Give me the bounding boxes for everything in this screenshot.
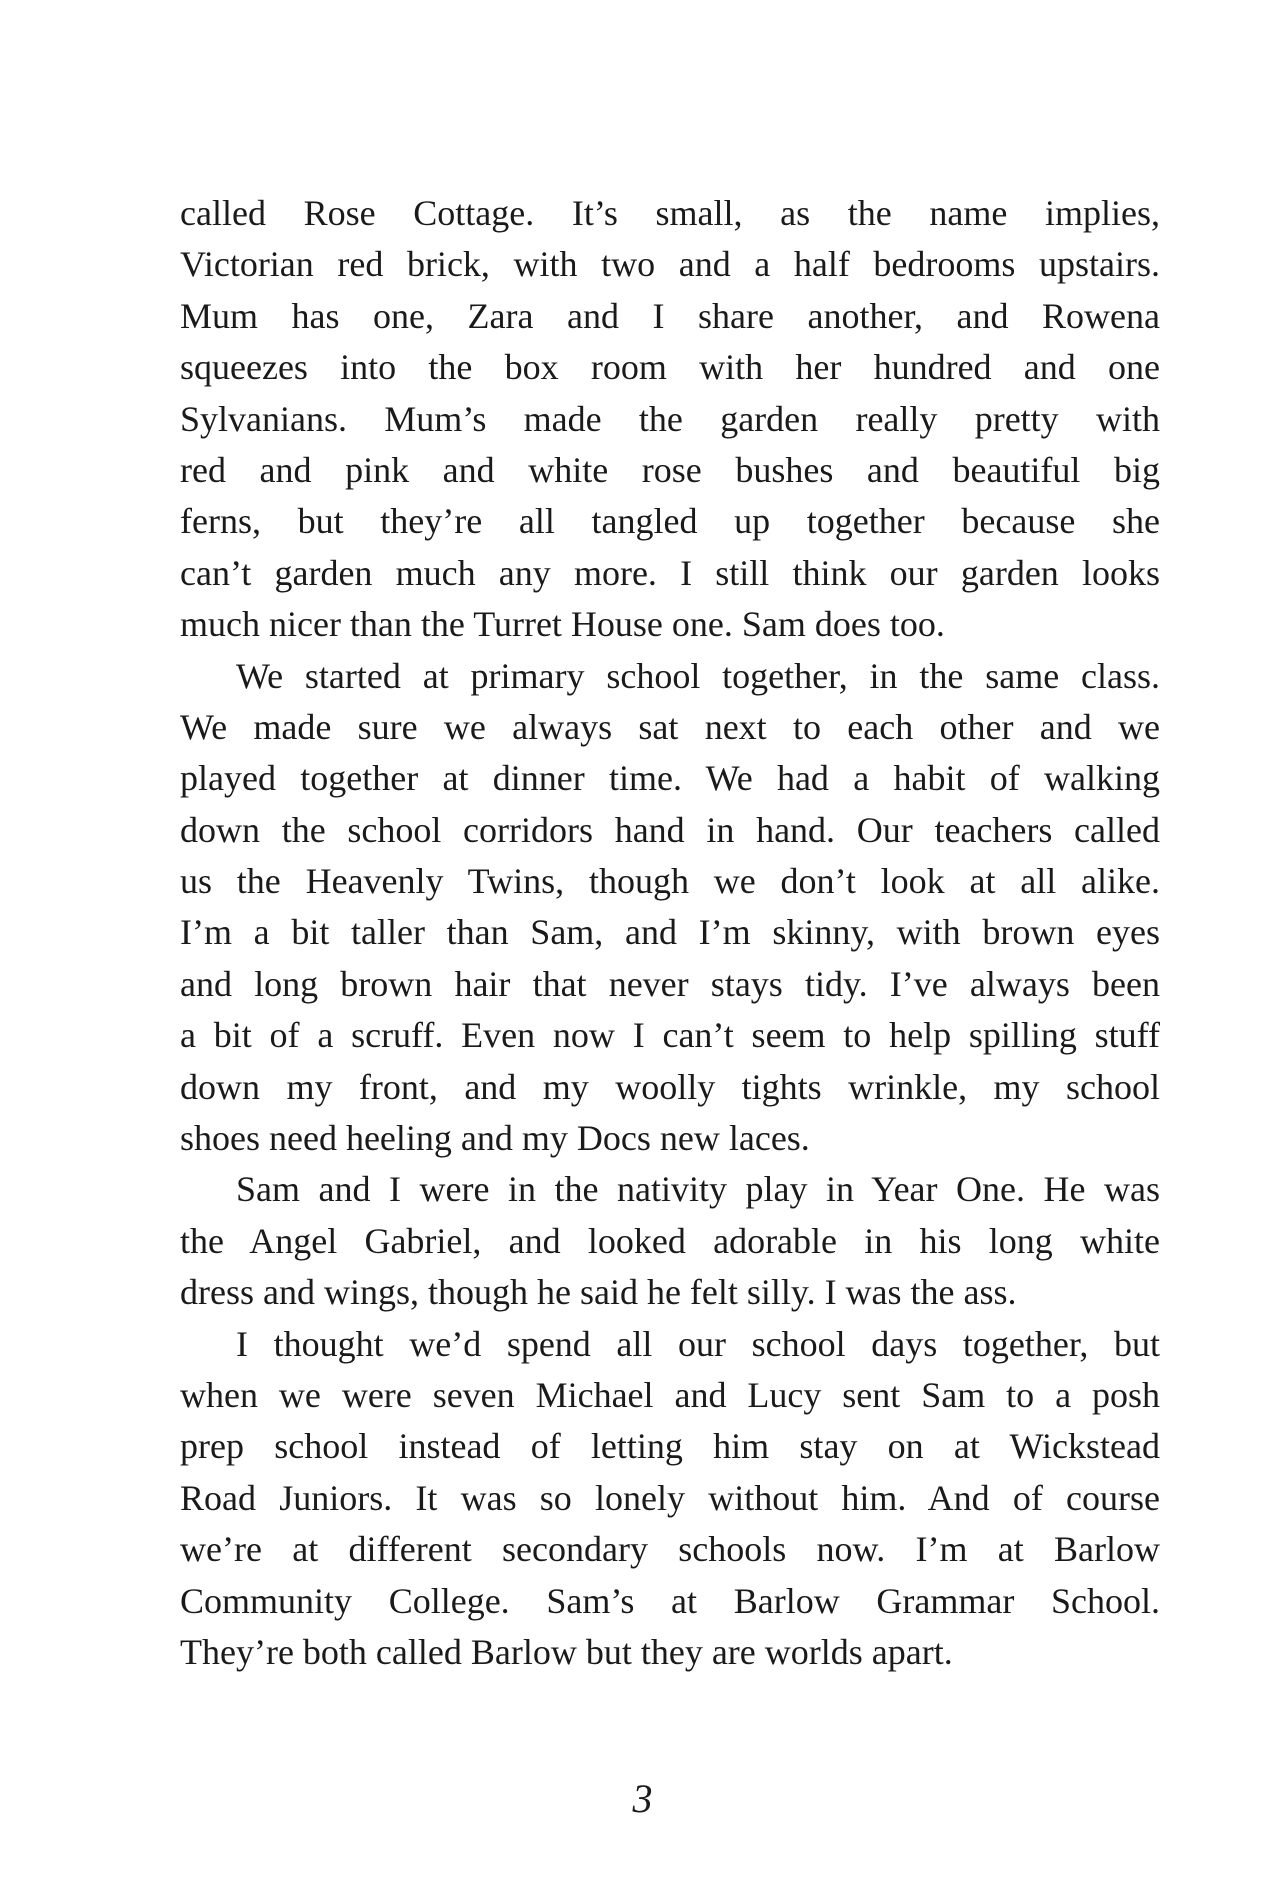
text-line: shoes need heeling and my Docs new laces. <box>180 1118 810 1159</box>
text-line: the Angel Gabriel, and looked adorable in his long white <box>180 1220 1160 1261</box>
text-line: We made sure we always sat next to each other and we <box>180 706 1160 747</box>
text-line: us the Heavenly Twins, though we don’t look at all alike. <box>180 861 1160 902</box>
text-line: we’re at different secondary schools now. I’m at Barlow <box>180 1529 1160 1570</box>
page-number: 3 <box>632 1776 653 1821</box>
text-line: played together at dinner time. We had a habit of walking <box>180 758 1160 799</box>
text-line: called Rose Cottage. It’s small, as the name implies, <box>180 193 1160 233</box>
text-line: much nicer than the Turret House one. Sam does too. <box>180 604 945 645</box>
text-line: Sylvanians. Mum’s made the garden really pretty with <box>180 398 1160 439</box>
text-line: Community College. Sam’s at Barlow Grammar School. <box>180 1580 1160 1621</box>
text-line: down my front, and my woolly tights wrinkle, my school <box>180 1066 1160 1107</box>
text-line: ferns, but they’re all tangled up together because she <box>180 501 1160 542</box>
text-line: when we were seven Michael and Lucy sent Sam to a posh <box>180 1374 1160 1415</box>
text-line: I’m a bit taller than Sam, and I’m skinny, with brown eyes <box>180 912 1160 953</box>
paragraph-first-line: I thought we’d spend all our school days together, but <box>236 1323 1160 1364</box>
text-line: Mum has one, Zara and I share another, and Rowena <box>180 295 1160 336</box>
text-line: can’t garden much any more. I still think our garden looks <box>180 552 1160 593</box>
text-line: Victorian red brick, with two and a half bedrooms upstairs. <box>180 244 1160 285</box>
text-line: Road Juniors. It was so lonely without him. And of course <box>180 1477 1160 1518</box>
paragraph-first-line: We started at primary school together, in the same class. <box>236 655 1160 696</box>
text-line: They’re both called Barlow but they are worlds apart. <box>180 1631 953 1672</box>
paragraph-first-line: Sam and I were in the nativity play in Year One. He was <box>236 1169 1160 1210</box>
text-line: squeezes into the box room with her hundred and one <box>180 347 1160 388</box>
text-line: a bit of a scruff. Even now I can’t seem to help spilling stuff <box>180 1015 1160 1056</box>
text-line: and long brown hair that never stays tidy. I’ve always been <box>180 963 1160 1004</box>
text-line: down the school corridors hand in hand. Our teachers called <box>180 809 1160 850</box>
text-line: prep school instead of letting him stay on at Wickstead <box>180 1426 1160 1467</box>
text-line: dress and wings, though he said he felt silly. I was the ass. <box>180 1272 1017 1313</box>
body-text <box>180 188 1160 1678</box>
text-line: red and pink and white rose bushes and beautiful big <box>180 449 1160 490</box>
